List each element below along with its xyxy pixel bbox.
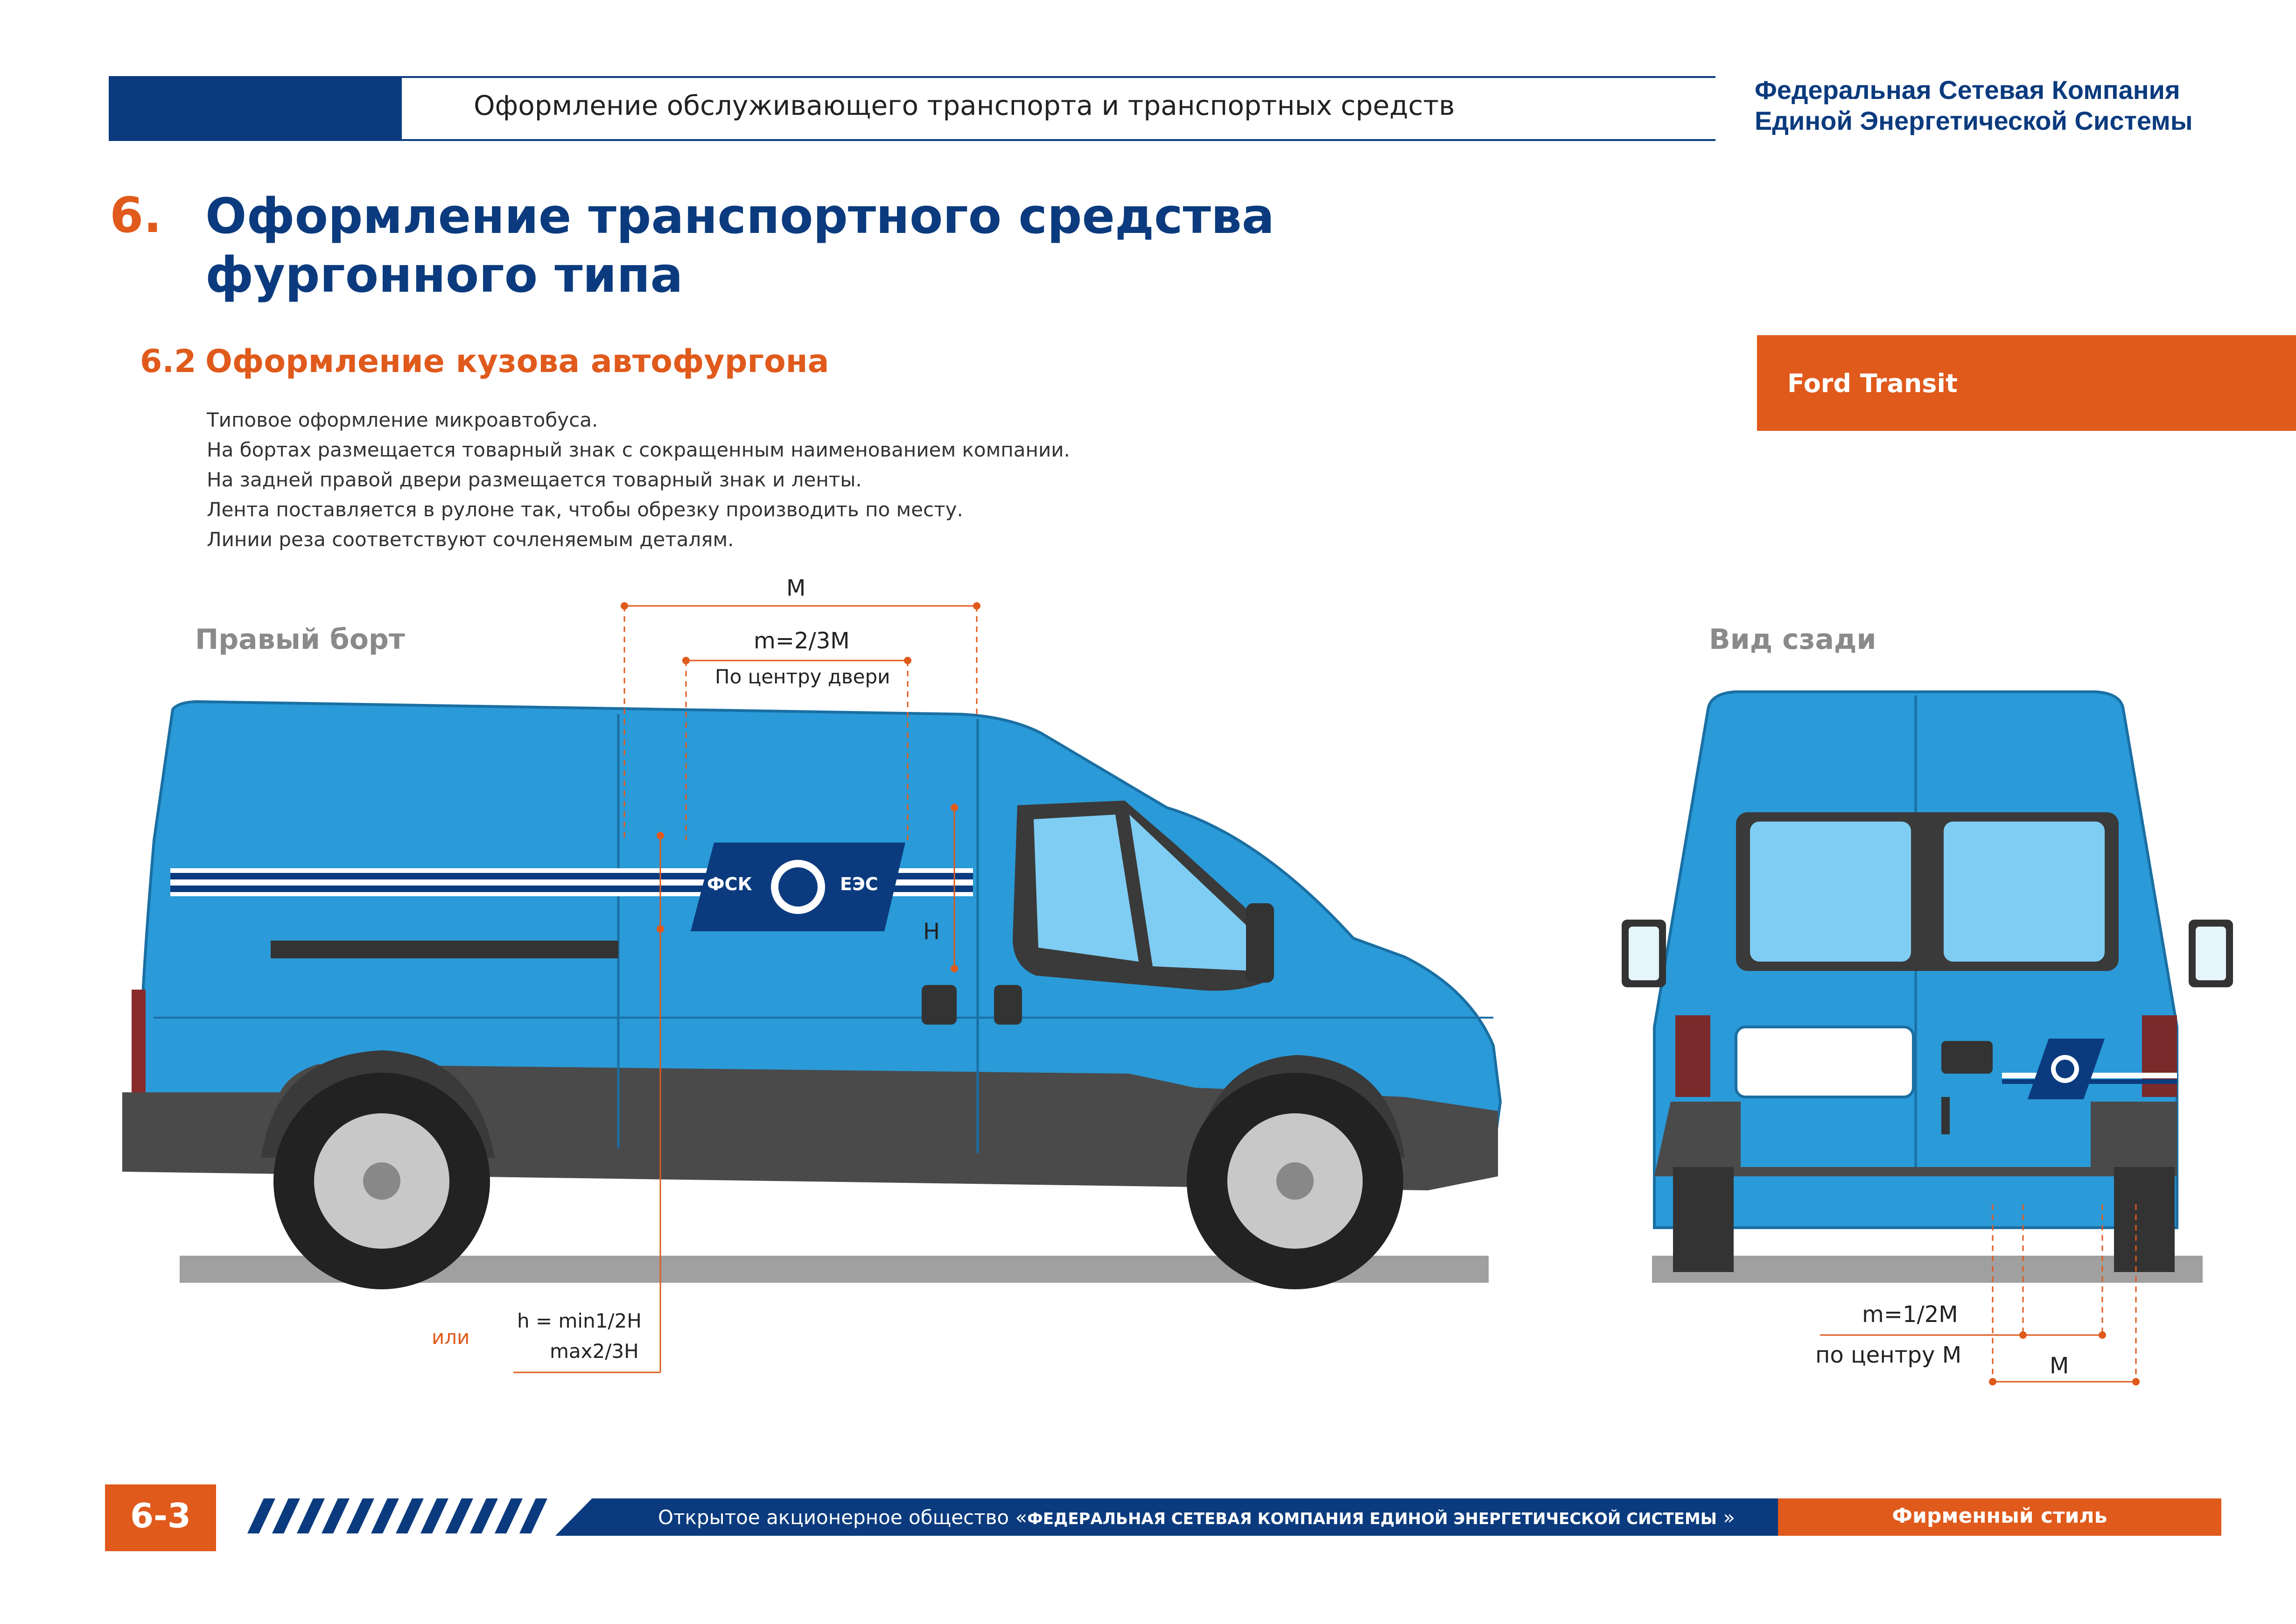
footer-org-suffix: » xyxy=(1716,1506,1736,1529)
section-number: 6. xyxy=(110,187,162,244)
description-line: Типовое оформление микроавтобуса. xyxy=(207,408,598,431)
description-line: Линии реза соответствуют сочленяемым деталям. xyxy=(207,528,734,551)
description-line: На бортах размещается товарный знак с сокращенным наименованием компании. xyxy=(207,438,1070,461)
dim-h-line2: max2/3H xyxy=(550,1340,639,1363)
footer-page-number: 6-3 xyxy=(130,1496,191,1535)
header-doc-section: Оформление обслуживающего транспорта и транспортных средств xyxy=(474,90,1455,121)
dim-H: H xyxy=(923,919,940,945)
subsection-number: 6.2 xyxy=(140,343,196,380)
dim-m-rear-note: по центру M xyxy=(1815,1342,1962,1368)
dim-m-side-note: По центру двери xyxy=(715,665,890,688)
dim-M-side: M xyxy=(786,575,806,601)
description-line: На задней правой двери размещается товарный знак и ленты. xyxy=(207,468,862,491)
side-logo-left-text: ФСК xyxy=(707,874,752,894)
subsection-title: Оформление кузова автофургона xyxy=(205,343,829,380)
footer-org xyxy=(658,1506,1735,1529)
section-title-line1: Оформление транспортного средства xyxy=(205,188,1274,245)
footer-org-name: ФЕДЕРАЛЬНАЯ СЕТЕВАЯ КОМПАНИЯ ЕДИНОЙ ЭНЕРГЕТИЧЕСКОЙ СИСТЕМЫ xyxy=(1027,1510,1717,1528)
footer-style-label: Фирменный стиль xyxy=(1892,1504,2107,1528)
section-title-line2: фургонного типа xyxy=(205,246,683,303)
company-name-line1: Федеральная Сетевая Компания xyxy=(1755,75,2180,105)
rear-view-label: Вид сзади xyxy=(1709,623,1876,656)
dim-m-rear: m=1/2M xyxy=(1862,1301,1958,1328)
footer-org-prefix: Открытое акционерное общество « xyxy=(658,1506,1028,1529)
dim-m-side: m=2/3M xyxy=(754,628,850,654)
model-badge-label: Ford Transit xyxy=(1787,369,1958,398)
company-name-line2: Единой Энергетической Системы xyxy=(1755,106,2193,135)
dim-h-line1: h = min1/2H xyxy=(517,1309,642,1332)
side-view-label: Правый борт xyxy=(195,623,405,656)
description-line: Лента поставляется в рулоне так, чтобы обрезку производить по месту. xyxy=(207,498,963,521)
side-logo-right-text: ЕЭС xyxy=(840,874,878,894)
dim-or: или xyxy=(432,1326,470,1349)
dim-M-rear: M xyxy=(2050,1353,2069,1379)
